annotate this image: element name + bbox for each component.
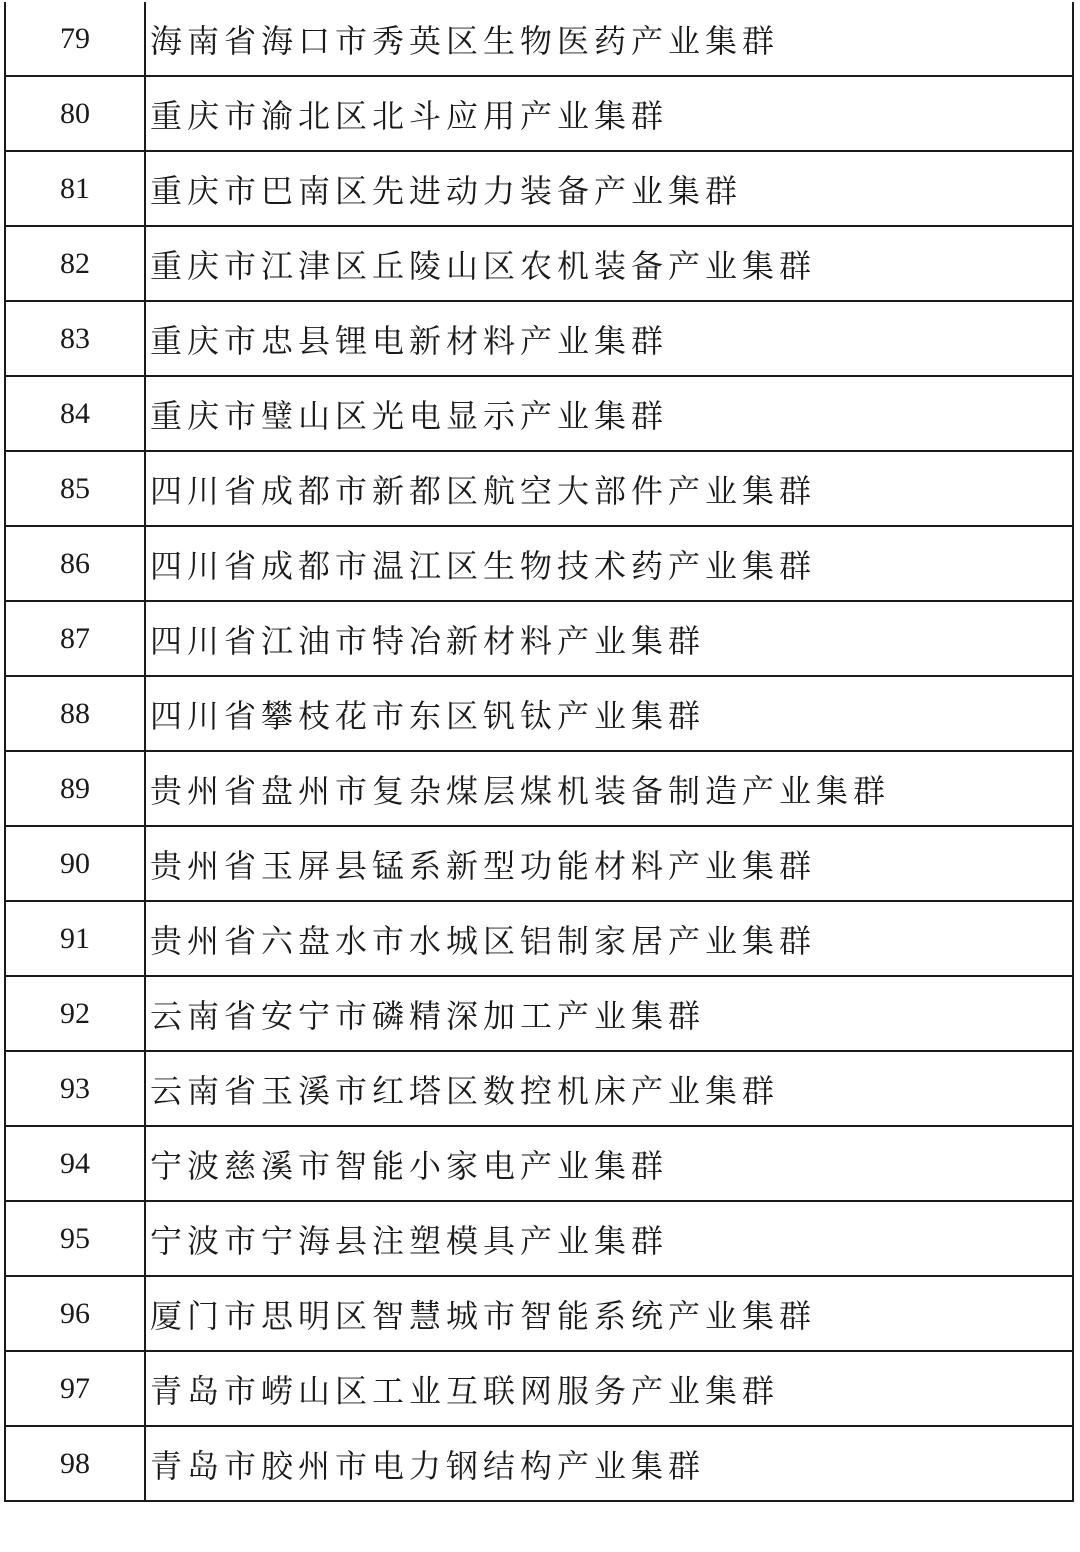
row-number: 97: [5, 1351, 145, 1426]
cluster-name: 贵州省玉屏县锰系新型功能材料产业集群: [145, 826, 1073, 901]
cluster-name: 四川省攀枝花市东区钒钛产业集群: [145, 676, 1073, 751]
table-row: [5, 76, 1073, 151]
row-number: 96: [5, 1276, 145, 1351]
cluster-name: 重庆市渝北区北斗应用产业集群: [145, 76, 1073, 151]
table-row: [5, 376, 1073, 451]
table-row: [5, 526, 1073, 601]
cluster-name: 重庆市忠县锂电新材料产业集群: [145, 301, 1073, 376]
row-number: 92: [5, 976, 145, 1051]
row-number: 79: [5, 2, 145, 76]
cluster-name: 重庆市璧山区光电显示产业集群: [145, 376, 1073, 451]
row-number: 94: [5, 1126, 145, 1201]
cluster-name: 云南省玉溪市红塔区数控机床产业集群: [145, 1051, 1073, 1126]
row-number: 83: [5, 301, 145, 376]
table-row: [5, 2, 1073, 76]
row-number: 85: [5, 451, 145, 526]
table-row: [5, 226, 1073, 301]
cluster-name: 重庆市江津区丘陵山区农机装备产业集群: [145, 226, 1073, 301]
table-row: [5, 151, 1073, 226]
row-number: 82: [5, 226, 145, 301]
table-row: [5, 676, 1073, 751]
row-number: 80: [5, 76, 145, 151]
row-number: 81: [5, 151, 145, 226]
table-row: [5, 976, 1073, 1051]
row-number: 87: [5, 601, 145, 676]
cluster-name: 海南省海口市秀英区生物医药产业集群: [145, 2, 1073, 76]
row-number: 93: [5, 1051, 145, 1126]
cluster-name: 厦门市思明区智慧城市智能系统产业集群: [145, 1276, 1073, 1351]
cluster-name: 青岛市胶州市电力钢结构产业集群: [145, 1426, 1073, 1501]
table-row: [5, 1351, 1073, 1426]
row-number: 90: [5, 826, 145, 901]
table-row: [5, 901, 1073, 976]
table-row: [5, 1426, 1073, 1501]
table-row: [5, 1051, 1073, 1126]
row-number: 95: [5, 1201, 145, 1276]
cluster-name: 重庆市巴南区先进动力装备产业集群: [145, 151, 1073, 226]
table-row: [5, 1201, 1073, 1276]
cluster-name: 宁波慈溪市智能小家电产业集群: [145, 1126, 1073, 1201]
cluster-name: 青岛市崂山区工业互联网服务产业集群: [145, 1351, 1073, 1426]
table-row: [5, 301, 1073, 376]
table-row: [5, 601, 1073, 676]
cluster-name: 四川省江油市特冶新材料产业集群: [145, 601, 1073, 676]
table-row: [5, 826, 1073, 901]
cluster-name: 四川省成都市温江区生物技术药产业集群: [145, 526, 1073, 601]
table-row: [5, 751, 1073, 826]
table-row: [5, 1126, 1073, 1201]
table-row: [5, 1276, 1073, 1351]
table-row: [5, 451, 1073, 526]
cluster-name: 贵州省盘州市复杂煤层煤机装备制造产业集群: [145, 751, 1073, 826]
table-body: [5, 2, 1073, 1501]
industry-cluster-table: [4, 2, 1074, 1502]
cluster-name: 宁波市宁海县注塑模具产业集群: [145, 1201, 1073, 1276]
row-number: 88: [5, 676, 145, 751]
row-number: 84: [5, 376, 145, 451]
row-number: 86: [5, 526, 145, 601]
cluster-name: 贵州省六盘水市水城区铝制家居产业集群: [145, 901, 1073, 976]
row-number: 89: [5, 751, 145, 826]
cluster-name: 四川省成都市新都区航空大部件产业集群: [145, 451, 1073, 526]
cluster-name: 云南省安宁市磷精深加工产业集群: [145, 976, 1073, 1051]
row-number: 91: [5, 901, 145, 976]
row-number: 98: [5, 1426, 145, 1501]
